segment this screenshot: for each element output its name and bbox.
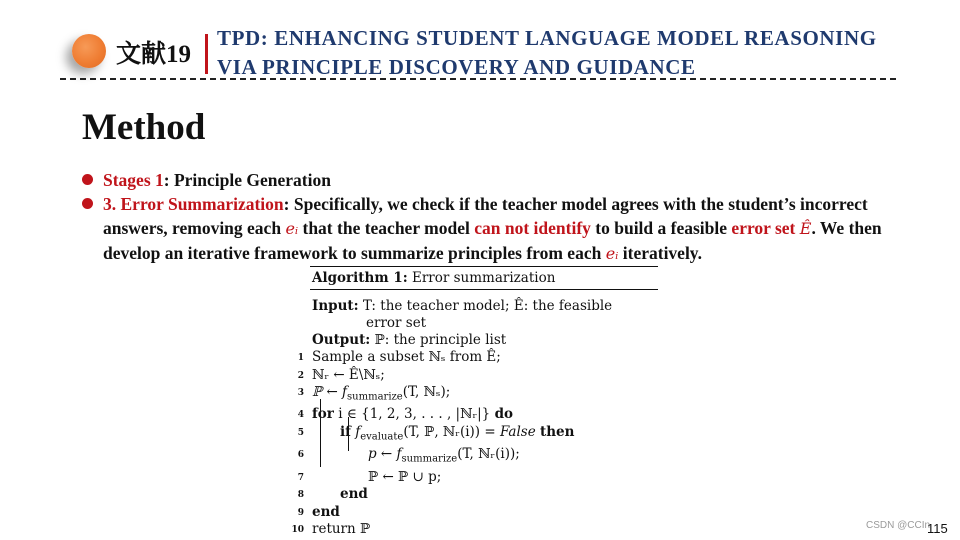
line-subscript: summarize xyxy=(401,454,458,466)
line-number: 9 xyxy=(297,507,304,518)
orange-circle-logo xyxy=(72,34,106,68)
title-divider xyxy=(205,34,208,74)
algorithm-input-cont: error set xyxy=(366,315,427,331)
algorithm-steps xyxy=(291,349,658,539)
line-text: ℕᵣ ← Ê\ℕₛ; xyxy=(312,366,385,383)
line-text: ℙ ← f xyxy=(312,384,348,401)
algorithm-output xyxy=(310,332,658,349)
algorithm-line xyxy=(297,366,658,385)
line-keyword: end xyxy=(312,503,340,520)
line-text: Sample a subset ℕₛ from Ê; xyxy=(312,349,501,365)
paper-title-line-1: TPD: ENHANCING STUDENT LANGUAGE MODEL REASONING xyxy=(217,26,877,50)
line-text: ℙ ← ℙ ∪ p; xyxy=(368,468,442,485)
algorithm-title-text: Error summarization xyxy=(407,270,556,286)
algorithm-input xyxy=(310,298,658,315)
line-keyword: end xyxy=(340,486,368,503)
bullet-2-text-5: iteratively. xyxy=(618,243,702,263)
header-dashed-rule xyxy=(60,78,896,80)
line-number: 4 xyxy=(297,410,304,421)
algorithm-box xyxy=(291,266,658,540)
algorithm-line xyxy=(297,446,658,468)
line-subscript: evaluate xyxy=(360,431,404,443)
line-text: ℙ xyxy=(355,521,371,538)
algorithm-line xyxy=(297,384,658,406)
algorithm-output-text: ℙ: the principle list xyxy=(370,332,507,348)
line-args: (T, ℙ, ℕᵣ(i)) = xyxy=(403,424,500,441)
bullet-2-set-label: error set xyxy=(731,218,800,238)
paper-tag: 文献19 xyxy=(116,41,192,68)
line-keyword: return xyxy=(312,521,356,538)
line-number: 6 xyxy=(297,450,304,461)
slide-header xyxy=(0,0,960,90)
line-number: 5 xyxy=(297,428,304,439)
algorithm-line xyxy=(297,468,658,487)
bullet-2-label: 3. Error Summarization xyxy=(103,194,284,214)
bullet-2-highlight: can not identify xyxy=(474,218,591,238)
line-text: f xyxy=(350,424,361,441)
bullet-2-text-2: that the teacher model xyxy=(298,218,475,238)
line-number: 10 xyxy=(291,525,304,536)
algorithm-title xyxy=(310,267,658,289)
algorithm-output-label: Output: xyxy=(312,332,371,348)
bullet-2-set-symbol: Ê xyxy=(799,219,812,238)
section-heading: Method xyxy=(82,107,206,148)
bullet-dot-icon xyxy=(82,174,93,185)
algorithm-input-label: Input: xyxy=(312,298,359,314)
watermark: CSDN @CCIn xyxy=(866,520,931,531)
bullet-2-var-1: eᵢ xyxy=(285,219,299,238)
algorithm-title-label: Algorithm 1: xyxy=(312,270,408,286)
line-keyword: do xyxy=(494,406,514,423)
line-args: (T, ℕₛ); xyxy=(402,384,451,401)
paper-title-line-2: VIA PRINCIPLE DISCOVERY AND GUIDANCE xyxy=(217,55,696,79)
bullet-2-text-3: to build a feasible xyxy=(590,218,732,238)
line-args: (T, ℕᵣ(i)); xyxy=(457,446,520,463)
line-text: p ← f xyxy=(368,446,402,463)
bullet-2-text-4: . We then develop an iterative framework to summarize principles from each xyxy=(103,218,882,263)
algorithm-line xyxy=(297,424,658,446)
line-keyword: if xyxy=(340,424,351,441)
bullet-2-text-1: : Specifically, we check if the teacher model agrees with the student’s incorrect answers, removing each xyxy=(103,194,868,238)
algorithm-input-text: T: the teacher model; Ê: the feasible xyxy=(358,298,613,314)
bullet-dot-icon xyxy=(82,198,93,209)
line-number: 1 xyxy=(297,353,304,363)
line-false: False xyxy=(499,424,536,441)
bullet-1-label: Stages 1 xyxy=(103,170,164,190)
algorithm-line xyxy=(297,406,658,424)
line-keyword: then xyxy=(540,424,575,441)
line-number: 8 xyxy=(297,490,304,501)
bullet-list xyxy=(82,168,922,266)
line-keyword: for xyxy=(312,406,334,423)
algorithm-line xyxy=(291,521,658,539)
bullet-2-var-2: eᵢ xyxy=(605,244,619,263)
algorithm-line xyxy=(297,503,658,522)
line-number: 3 xyxy=(297,388,304,399)
algorithm-line xyxy=(297,349,658,367)
algorithm-line xyxy=(297,486,658,504)
bullet-1-text: : Principle Generation xyxy=(163,170,331,190)
line-subscript: summarize xyxy=(347,391,403,403)
bullet-error-summarization xyxy=(82,192,922,266)
page-number: 115 xyxy=(927,521,948,536)
line-number: 2 xyxy=(297,370,304,381)
line-number: 7 xyxy=(297,472,304,483)
bullet-stage-1 xyxy=(82,168,922,192)
line-text: i ∈ {1, 2, 3, . . . , |ℕᵣ|} xyxy=(333,406,495,423)
